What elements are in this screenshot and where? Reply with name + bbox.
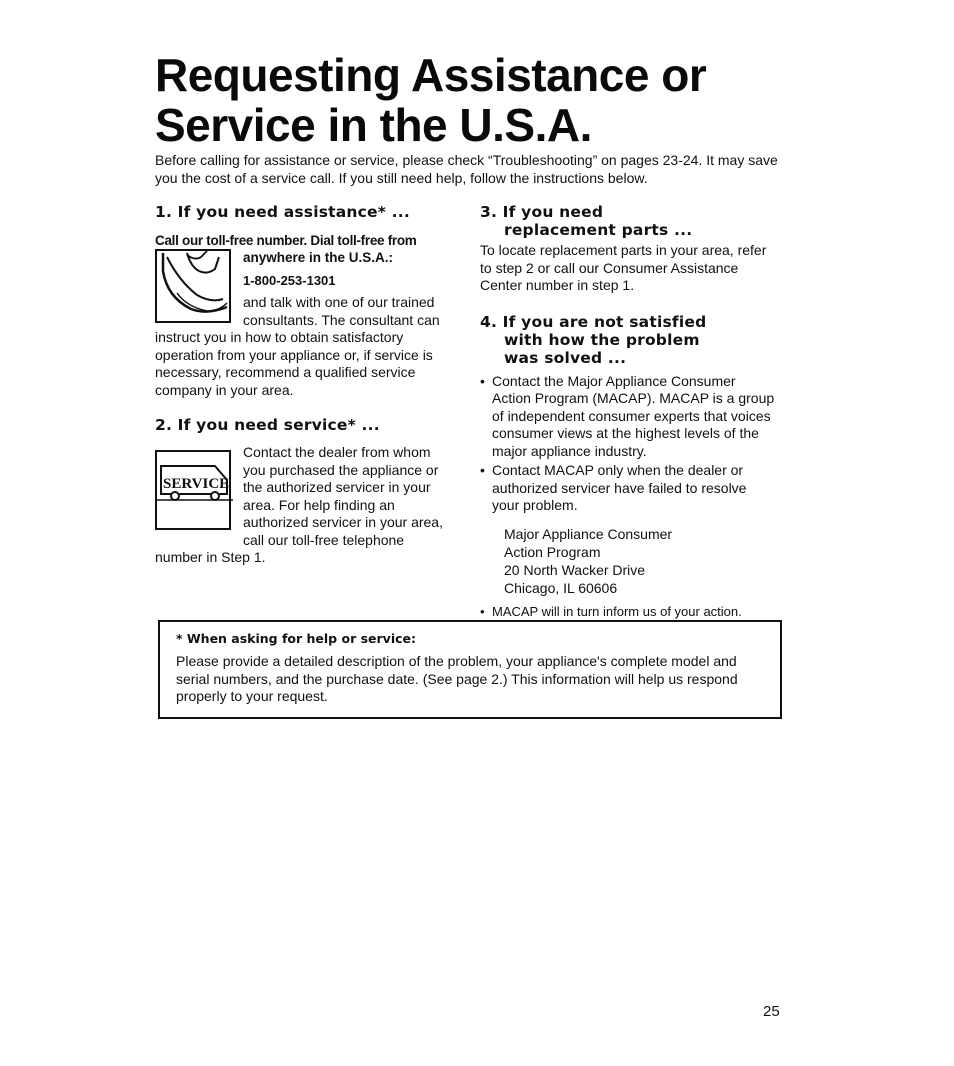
section-not-satisfied-heading	[480, 313, 775, 367]
section-parts-heading-line-1: 3. If you need	[480, 203, 604, 221]
help-note-heading: * When asking for help or service:	[176, 631, 416, 646]
macap-list-final	[480, 603, 775, 621]
call-instruction: Call our toll-free number. Dial toll-free from	[155, 233, 417, 248]
telephone-icon	[155, 249, 231, 323]
section-assistance-heading: 1. If you need assistance* ...	[155, 203, 410, 221]
service-van-label: SERVICE	[163, 476, 230, 492]
page-title-line-2: Service in the U.S.A.	[155, 99, 592, 151]
section-not-satisfied-heading-line-3: was solved ...	[504, 348, 627, 367]
phone-number: 1-800-253-1301	[243, 273, 336, 288]
section-service-body: Contact the dealer from whom you purchased the appliance or the authorized servicer in your area. For help finding an authorized servicer in your area, call our toll-free telephone number in Step 1.	[155, 444, 443, 565]
macap-address	[504, 525, 775, 597]
call-region: anywhere in the U.S.A.:	[243, 250, 394, 265]
list-item: • MACAP will in turn inform us of your action.	[480, 603, 775, 621]
help-note-body: Please provide a detailed description of the problem, your appliance's complete model and serial numbers, and the purchase date. (See page 2.) This information will help us respond properly to your request.	[176, 653, 738, 704]
help-note-box	[158, 620, 782, 719]
page-title-line-1: Requesting Assistance or	[155, 49, 707, 101]
right-column	[480, 203, 775, 622]
macap-list	[480, 373, 775, 515]
section-not-satisfied-heading-line-1: 4. If you are not satisfied	[480, 312, 707, 331]
page-number: 25	[763, 1003, 780, 1020]
left-column	[155, 203, 455, 567]
section-service	[155, 416, 455, 567]
address-line: Chicago, IL 60606	[504, 579, 618, 596]
section-not-satisfied-heading-line-2: with how the problem	[504, 330, 700, 349]
section-assistance	[155, 203, 455, 399]
section-assistance-body: and talk with one of our trained consultants. The consultant can instruct you in how to obtain satisfactory operation from your appliance or, if service is necessary, recommend a qualified service company in your area.	[155, 294, 440, 398]
intro-paragraph: Before calling for assistance or service, please check “Troubleshooting” on pages 23-24. It may save you the cost of a service call. If you still need help, follow the instructions below.	[155, 152, 778, 186]
list-item: • Contact the Major Appliance Consumer Action Program (MACAP). MACAP is a group of independent consumer experts that voices consumer views at the highest levels of the major appliance industry.	[480, 373, 775, 461]
section-not-satisfied	[480, 313, 775, 621]
address-line: Major Appliance Consumer	[504, 525, 673, 542]
list-item: • Contact MACAP only when the dealer or authorized servicer have failed to resolve your problem.	[480, 462, 775, 515]
section-parts-heading	[480, 203, 775, 239]
service-van-icon	[155, 450, 231, 530]
section-replacement-parts	[480, 203, 775, 295]
address-line: 20 North Wacker Drive	[504, 561, 646, 578]
section-parts-body: To locate replacement parts in your area, refer to step 2 or call our Consumer Assistance Center number in step 1.	[480, 242, 767, 293]
page-title	[155, 50, 875, 150]
section-service-heading: 2. If you need service* ...	[155, 416, 380, 434]
section-parts-heading-line-2: replacement parts ...	[504, 221, 693, 239]
address-line: Action Program	[504, 543, 601, 560]
